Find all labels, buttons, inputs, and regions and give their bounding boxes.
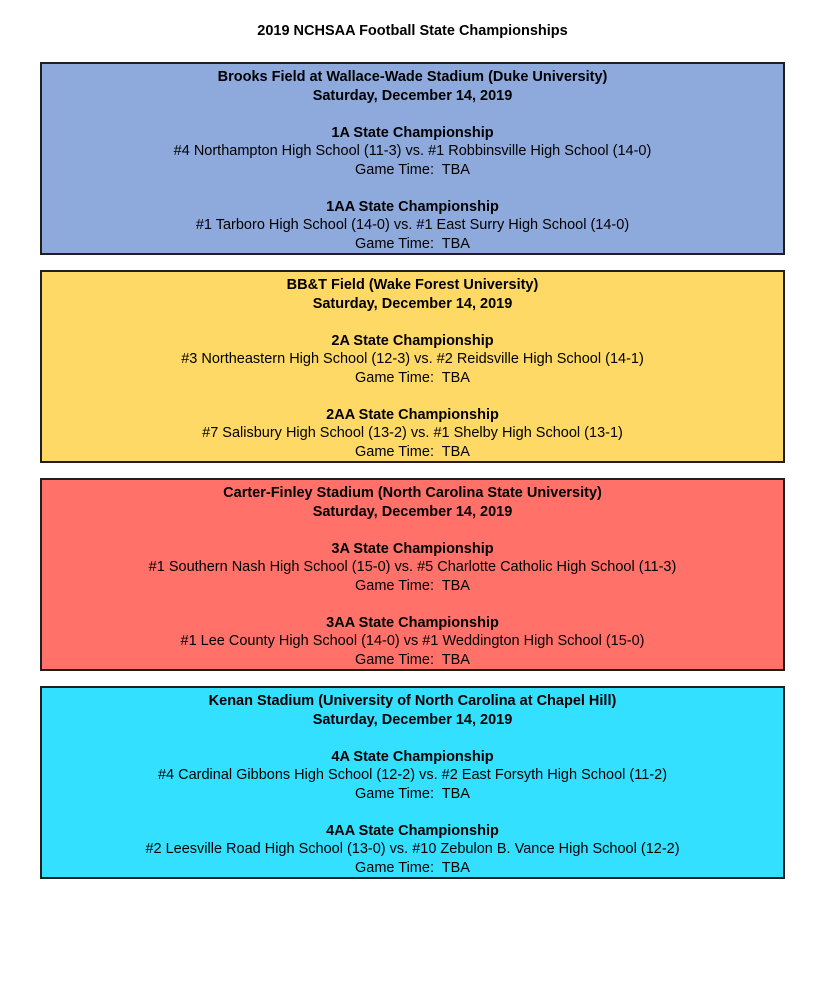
venue-box-nc-state	[40, 478, 785, 671]
championship-title: 3AA State Championship	[326, 614, 499, 631]
championship-title: 2A State Championship	[331, 332, 494, 349]
matchup-line: #1 Southern Nash High School (15-0) vs. #5 Charlotte Catholic High School (11-3)	[148, 559, 677, 575]
game-time-line: Game Time: TBA	[355, 161, 470, 178]
championship-title: 2AA State Championship	[326, 406, 499, 423]
spacer	[42, 729, 783, 748]
matchup-line: #2 Leesville Road High School (13-0) vs. #10 Zebulon B. Vance High School (12-2)	[145, 841, 680, 857]
championship-title: 1A State Championship	[331, 124, 494, 141]
venue-date: Saturday, December 14, 2019	[312, 87, 513, 104]
matchup-line: #4 Cardinal Gibbons High School (12-2) vs. #2 East Forsyth High School (11-2)	[157, 767, 668, 783]
spacer	[42, 803, 783, 822]
spacer	[42, 105, 783, 124]
game-time-line: Game Time: TBA	[355, 369, 470, 386]
venue-name: BB&T Field (Wake Forest University)	[286, 277, 539, 293]
game-time-line: Game Time: TBA	[355, 785, 470, 802]
venue-name: Carter-Finley Stadium (North Carolina State University)	[223, 485, 602, 501]
game-time-line: Game Time: TBA	[355, 859, 470, 876]
venue-date: Saturday, December 14, 2019	[312, 711, 513, 728]
championship-title: 4A State Championship	[331, 748, 494, 765]
matchup-line: #1 Lee County High School (14-0) vs #1 Weddington High School (15-0)	[180, 633, 645, 649]
venue-date: Saturday, December 14, 2019	[312, 295, 513, 312]
venue-date: Saturday, December 14, 2019	[312, 503, 513, 520]
spacer	[42, 179, 783, 198]
championship-title: 3A State Championship	[331, 540, 494, 557]
page-title: 2019 NCHSAA Football State Championships	[257, 23, 568, 39]
championship-title: 1AA State Championship	[326, 198, 499, 215]
championship-title: 4AA State Championship	[326, 822, 499, 839]
venue-box-unc	[40, 686, 785, 879]
venue-name: Brooks Field at Wallace-Wade Stadium (Duke University)	[217, 69, 608, 85]
venue-box-duke	[40, 62, 785, 255]
matchup-line: #7 Salisbury High School (13-2) vs. #1 Shelby High School (13-1)	[202, 425, 623, 441]
spacer	[42, 595, 783, 614]
spacer	[42, 521, 783, 540]
game-time-line: Game Time: TBA	[355, 235, 470, 252]
matchup-line: #4 Northampton High School (11-3) vs. #1 Robbinsville High School (14-0)	[173, 143, 652, 159]
spacer	[42, 313, 783, 332]
game-time-line: Game Time: TBA	[355, 443, 470, 460]
matchup-line: #1 Tarboro High School (14-0) vs. #1 East Surry High School (14-0)	[195, 217, 630, 233]
game-time-line: Game Time: TBA	[355, 577, 470, 594]
spacer	[42, 387, 783, 406]
venue-name: Kenan Stadium (University of North Carolina at Chapel Hill)	[208, 693, 617, 709]
venue-box-wake-forest	[40, 270, 785, 463]
matchup-line: #3 Northeastern High School (12-3) vs. #2 Reidsville High School (14-1)	[181, 351, 644, 367]
game-time-line: Game Time: TBA	[355, 651, 470, 668]
